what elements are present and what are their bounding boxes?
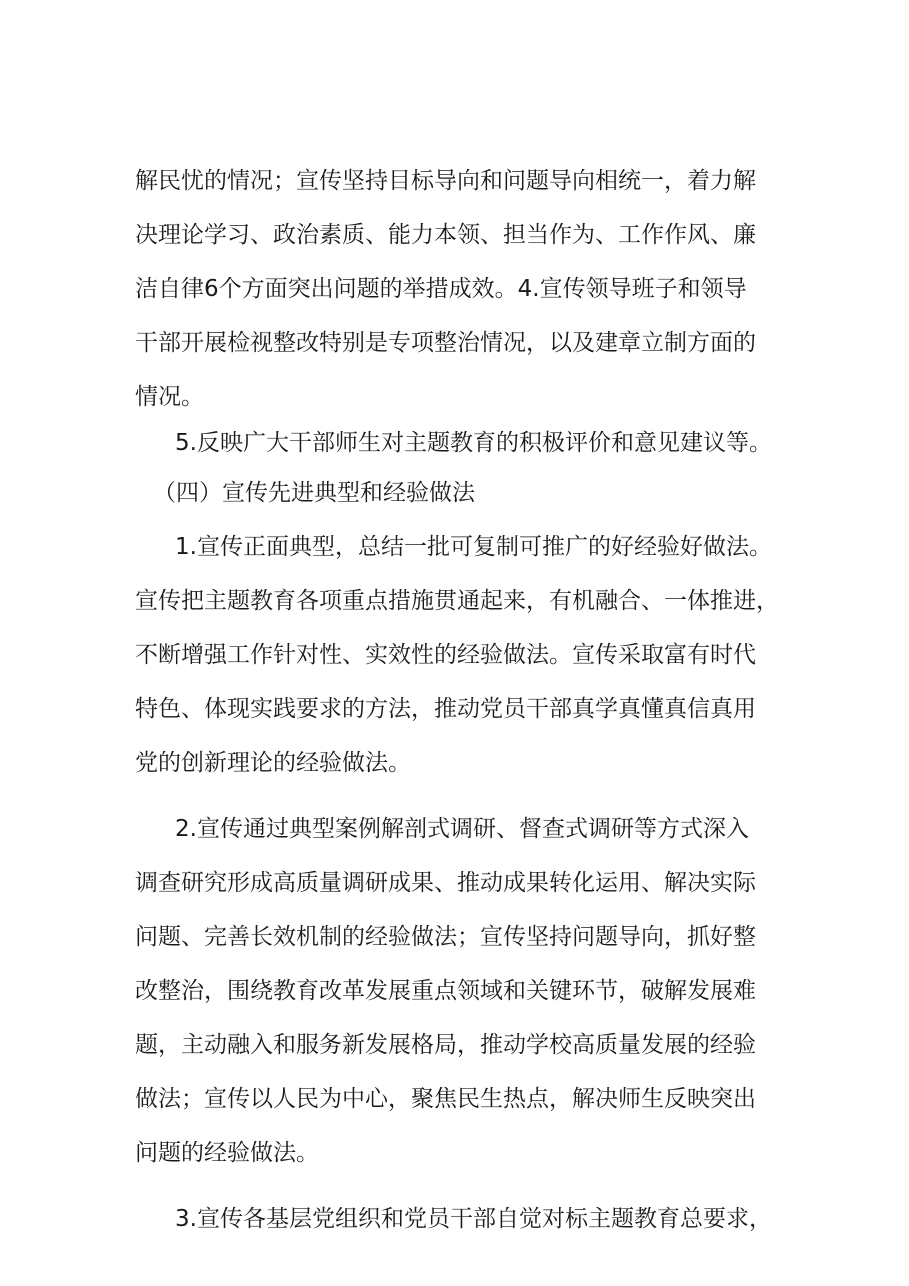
text-line — [0, 811, 909, 847]
text-line — [0, 425, 909, 461]
text-line — [0, 325, 909, 361]
text-line-content: 做法；宣传以人民为中心，聚焦民生热点，解决师生反映突出 — [135, 1086, 756, 1112]
heading-text: （四）宣传先进典型和经验做法 — [153, 480, 475, 506]
text-line-content: 1.宣传正面典型，总结一批可复制可推广的好经验好做法。 — [175, 534, 772, 560]
text-line-content: 党的创新理论的经验做法。 — [135, 750, 411, 776]
text-line — [0, 865, 909, 901]
text-line-content: 问题的经验做法。 — [135, 1140, 319, 1166]
text-line-content: 决理论学习、政治素质、能力本领、担当作为、工作作风、廉 — [135, 222, 756, 248]
text-line — [0, 1081, 909, 1117]
text-line — [0, 163, 909, 199]
text-line-content: 改整治，围绕教育改革发展重点领域和关键环节，破解发展难 — [135, 978, 756, 1004]
text-line — [0, 475, 909, 511]
text-line-content: 宣传把主题教育各项重点措施贯通起来，有机融合、一体推进， — [135, 588, 779, 614]
text-line-content: 情况。 — [135, 384, 204, 410]
text-line — [0, 919, 909, 955]
text-line — [0, 271, 909, 307]
text-line — [0, 583, 909, 619]
text-line-content: 解民忧的情况；宣传坚持目标导向和问题导向相统一，着力解 — [135, 168, 756, 194]
text-line-content: 不断增强工作针对性、实效性的经验做法。宣传采取富有时代 — [135, 642, 756, 668]
text-line — [0, 1201, 909, 1237]
text-line-content: 问题、完善长效机制的经验做法；宣传坚持问题导向，抓好整 — [135, 924, 756, 950]
text-line — [0, 361, 909, 410]
text-line — [0, 1135, 909, 1171]
text-line — [0, 745, 909, 781]
text-line-content: 干部开展检视整改特别是专项整治情况，以及建章立制方面的 — [135, 330, 756, 356]
text-line-content: 5.反映广大干部师生对主题教育的积极评价和意见建议等。 — [175, 430, 772, 456]
text-line-content: 3.宣传各基层党组织和党员干部自觉对标主题教育总要求， — [175, 1206, 772, 1232]
text-line — [0, 529, 909, 565]
text-line — [0, 637, 909, 673]
text-line-content: 洁自律6个方面突出问题的举措成效。4.宣传领导班子和领导 — [135, 276, 747, 302]
text-line-content: 特色、体现实践要求的方法，推动党员干部真学真懂真信真用 — [135, 696, 756, 722]
text-line — [0, 1027, 909, 1063]
text-line-content: 调查研究形成高质量调研成果、推动成果转化运用、解决实际 — [135, 870, 756, 896]
text-line — [0, 973, 909, 1009]
text-line-content: 题，主动融入和服务新发展格局，推动学校高质量发展的经验 — [135, 1032, 756, 1058]
text-line — [0, 217, 909, 253]
text-line — [0, 691, 909, 727]
text-line-content: 2.宣传通过典型案例解剖式调研、督查式调研等方式深入 — [175, 816, 749, 842]
